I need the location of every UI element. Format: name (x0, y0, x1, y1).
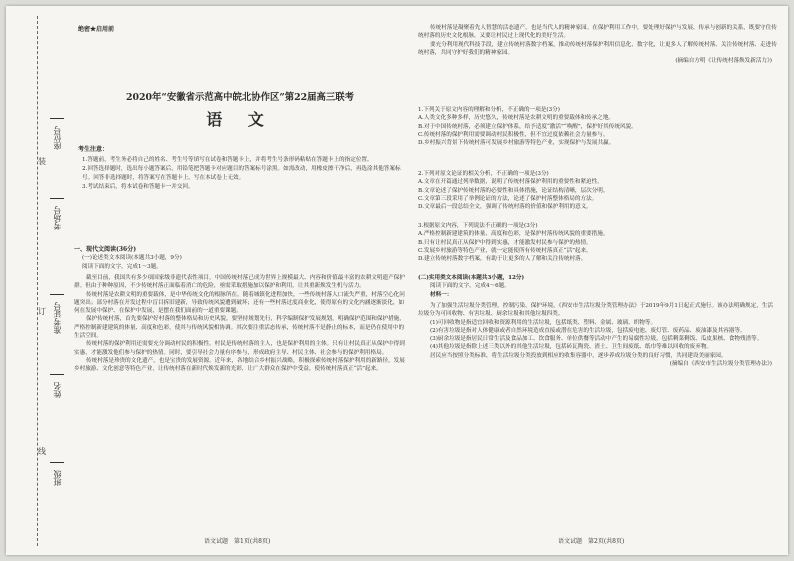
reading-passage (74, 274, 406, 374)
margin-write-line (50, 294, 64, 295)
margin-write-line (50, 118, 64, 119)
material-paragraph: 为了加强生活垃圾分类管理，控制污染，保护环境，《西安市生活垃圾分类管理办法》于2019年9月1日起正式施行。该办法明确规定，生活垃圾分为可回收物、有害垃圾、厨余垃圾和其他垃圾四类。 (418, 303, 773, 318)
question-stem: 3.根据原文内容，下列说法不正确的一项是(3分) (418, 223, 538, 229)
subject-title: 语 文 (206, 110, 274, 129)
material-paragraph: (4)其他垃圾是指除上述三类以外的其他生活垃圾，包括砖瓦陶瓷、渣土、卫生间废纸、纸巾等难以回收的废弃物。 (430, 344, 713, 351)
cut-mark-xian: 线 (38, 447, 46, 456)
page-2 (418, 18, 778, 548)
passage-paragraph: 截至目前，我国共有多少项国家级非遗代表性项目，中国传统村落已成为世界上规模最大、内容和价值最丰富的农耕文明遗产保护群。但由于种种原因，不少传统村落正面临着消亡的危险，亟需采取措施加以保护和利用，让其重新焕发生机与活力。 (74, 275, 405, 290)
material-paragraph: (2)有害垃圾是指对人体健康或者自然环境造成直接或潜在危害的生活垃圾，包括废电池、废灯管、废药品、废油漆及其容器等。 (430, 327, 746, 334)
binding-dashed-line (37, 16, 38, 546)
material-text (418, 302, 778, 368)
material-source: (摘编自《西安市生活垃圾分类管理办法》) (669, 361, 772, 368)
margin-label-name: 姓名 (53, 382, 62, 398)
exam-title: 2020年“安徽省示范高中皖北协作区”第22届高三联考 (125, 92, 355, 103)
margin-label-room: 考场号 (53, 206, 62, 230)
option: D.建立传统村落数字档案，有助于让更多的人了解和关注传统村落。 (418, 256, 587, 263)
passage-paragraph: 要充分利用现代科技手段，建立传统村落数字档案，推动传统村落保护利用信息化、数字化，让更多人了解传统村落、关注传统村落、走进传统村落，共同守护好我们的精神家园。 (418, 41, 777, 56)
section-title: 一、现代文阅读(36分) (74, 246, 137, 253)
question-3 (418, 222, 778, 263)
material-paragraph: (3)厨余垃圾是指居民日常生活及食品加工、饮食服务、单位供餐等活动中产生的易腐性垃圾，包括剩菜剩饭、瓜皮果核、食物残渣等。 (430, 336, 763, 343)
passage-continuation (418, 24, 778, 65)
binding-margin (6, 6, 68, 555)
notes-list (82, 156, 404, 192)
option: C.发展乡村旅游等特色产业，就一定能使所有传统村落真正“活”起来。 (418, 247, 592, 254)
passage-paragraph: 传统村落是农耕文明的重要载体，是中华传统文化的根脉所在。随着城镇化进程加快，一些传统村落人口流失严重，村落空心化问题突出；部分村落在开发过程中盲目拆旧建新，导致传统风貌遭到破坏；还有一些村落过度商业化，使得原有的文化内涵逐渐淡化，如何在发展中保护、在保护中发展，是摆在我们面前的一道重要课题。 (74, 291, 405, 315)
section-header-block (74, 246, 406, 271)
margin-label-ticket: 准考证号 (53, 302, 62, 334)
passage-source: (摘编自方明《让传统村落焕发新活力》) (675, 58, 772, 65)
option: C.传统村落的保护利用需要调动村民积极性，但不宜过度依赖社会力量参与。 (418, 131, 609, 138)
notes-heading: 考生注意： (78, 146, 109, 153)
passage-paragraph: 传统村落是珍贵的文化遗产，也是宝贵的发展资源。近年来，各地结合乡村振兴战略，积极探索传统村落保护利用的新路径，发展乡村旅游、文化创意等特色产业，让传统村落在新时代焕发新的光彩，让广大群众在保护中受益，使传统村落真正“活”起来。 (74, 357, 405, 373)
material-paragraph: (1)可回收物是指适宜回收和资源利用的生活垃圾，包括纸类、塑料、金属、玻璃、织物等。 (430, 319, 657, 326)
option: B.文章论述了保护传统村落的必要性和具体措施，论证结构清晰，层次分明。 (418, 187, 609, 194)
material-paragraph: 居民应当按照分类标准，将生活垃圾分类投放到相应的收集容器中，逐步养成垃圾分类的良好习惯，共同建设美丽家园。 (430, 352, 727, 359)
option: C.文章第三段采用了举例论证的方法，论述了保护村落整体格局的方法。 (418, 195, 598, 202)
exam-paper-sheet (6, 6, 788, 555)
note-item: 2.回答选择题时，选出每小题答案后，用铅笔把答题卡对应题目的答案标号涂黑。如需改动，用橡皮擦干净后，再选涂其他答案标号。回答非选择题时，将答案写在答题卡上。写在本试卷上无效。 (82, 166, 401, 181)
instruction: 阅读下面的文字，完成4～6题。 (430, 283, 510, 290)
option: B.只有让村民真正从保护中得到实惠，才能激发村民参与保护的热情。 (418, 239, 592, 246)
question-stem: 1.下列关于原文内容的理解和分析，不正确的一项是(3分) (418, 107, 560, 113)
option: A.人类文化多种多样，历史悠久，传统村落是农耕文明的重要载体和传承之地。 (418, 115, 615, 122)
margin-write-line (50, 198, 64, 199)
passage-paragraph: 传统村落的保护利用还需要充分调动村民的积极性。村民是传统村落的主人，也是保护利用的主体。只有让村民真正从保护中得到实惠，才能激发他们参与保护的热情。同时，要引导社会力量有序参与，形成政府主导、村民主体、社会参与的保护利用格局。 (74, 341, 405, 356)
option: A.严格控制新建建筑的体量、高度和色彩，是保护村落传统风貌的重要措施。 (418, 231, 609, 238)
subsection-title: (二)实用类文本阅读(本题共3小题，12分) (418, 275, 525, 281)
option: B.对于中国传统村落，必须建立保护体系，给予适度“激活”“唤醒”，保护好其传统风貌。 (418, 123, 637, 130)
question-stem: 2.下列对原文论证的相关分析，不正确的一项是(3分) (418, 171, 549, 177)
page-footer: 语文试题 第1页(共8页) (204, 538, 271, 545)
margin-label-class: 班级 (53, 470, 62, 486)
page-1 (74, 18, 406, 548)
subsection-2-header (418, 274, 778, 299)
note-item: 3.考试结束后，将本试卷和答题卡一并交回。 (82, 183, 194, 190)
margin-write-line (50, 462, 64, 463)
instruction: 阅读下面的文字，完成1～3题。 (82, 263, 162, 270)
page-footer: 语文试题 第2页(共8页) (558, 538, 625, 545)
question-2 (418, 170, 778, 211)
cut-mark-ding: 订 (38, 307, 46, 316)
margin-write-line (50, 374, 64, 375)
option: D.乡村振兴背景下传统村落可发展乡村旅游等特色产业，实现保护与发展共赢。 (418, 140, 615, 147)
margin-label-seat: 座位号 (53, 126, 62, 150)
passage-paragraph: 保护传统村落，首先要保护好村落的整体格局和历史风貌。要坚持规划先行，科学编制保护发展规划，明确保护范围和保护措施，严格控制新建建筑的体量、高度和色彩，使其与传统风貌相协调。其次要注重活态传承，传统村落不是静止的标本，而是仍在使用中的生活空间。 (74, 316, 405, 340)
subsection-title: (一)论述类文本阅读(本题共3小题，9分) (82, 255, 182, 262)
passage-paragraph: 传统村落是凝聚着先人智慧的活态遗产，也是当代人的精神家园。在保护利用工作中，要处理好保护与发展、传承与创新的关系，既要守住传统村落的历史文化根脉，又要让村民过上现代化的美好生活。 (418, 25, 777, 40)
option: D.文章最后一段总结全文，强调了传统村落的价值和保护利用的意义。 (418, 204, 592, 211)
material-label: 材料一： (430, 291, 453, 298)
note-item: 1.答题前，考生务必将自己的姓名、考生号等填写在试卷和答题卡上，并将考生号条形码粘贴在答题卡上的指定位置。 (82, 157, 373, 163)
secret-marker: 绝密★启用前 (78, 26, 115, 33)
question-1 (418, 106, 778, 147)
cut-mark-zhuang: 装 (38, 157, 46, 166)
option: A.文章在开篇通过列举数据，说明了传统村落保护利用的重要性和紧迫性。 (418, 179, 603, 186)
